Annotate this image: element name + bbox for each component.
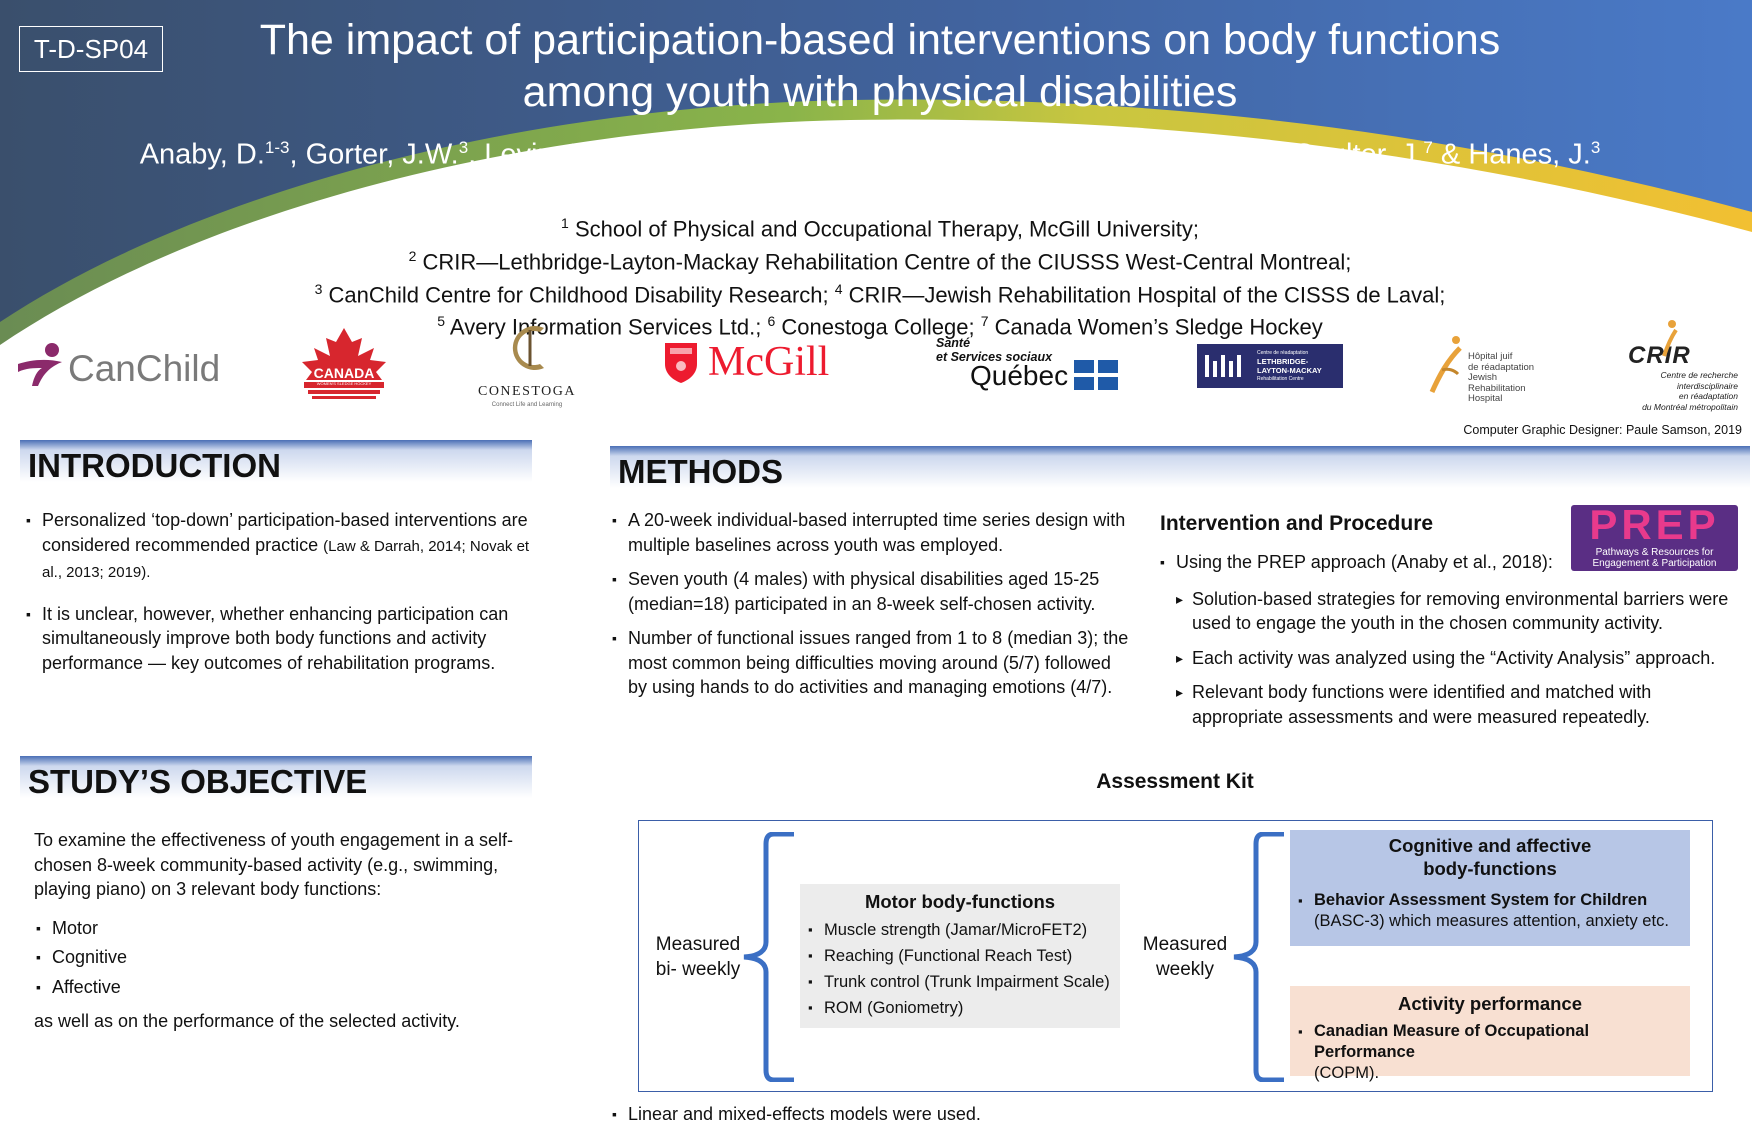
biweekly-label: Measured bi- weekly: [655, 934, 741, 980]
author-name: Avery, L.: [662, 138, 775, 171]
author-list: [100, 138, 1640, 172]
quebec-line-3: Québec: [970, 360, 1069, 391]
llm-bars-icon: [1203, 351, 1247, 381]
affiliation-text: Conestoga College;: [775, 314, 981, 340]
methods-final-bullet: ▪ Linear and mixed-effects models were used.: [612, 1102, 1212, 1127]
author-name: Levin, M.F.: [484, 138, 625, 171]
methods-body: [612, 508, 1132, 710]
author-affiliation-mark: 7: [1423, 138, 1433, 157]
quebec-line-2: et Services sociaux: [936, 350, 1053, 364]
canada-wordmark: CANADA: [313, 365, 375, 381]
crir-line: en réadaptation: [1678, 391, 1738, 401]
affiliation-text: CanChild Centre for Childhood Disability Research;: [322, 281, 835, 307]
affiliation-number: 6: [767, 313, 776, 330]
author-affiliation-mark: 3: [458, 138, 469, 157]
jewish-rehab-text: [1468, 352, 1534, 405]
intervention-body: [1160, 550, 1745, 739]
affiliation-text: Canada Women’s Sledge Hockey: [988, 314, 1323, 340]
llm-line-2: LETHBRIDGE-: [1257, 357, 1309, 366]
jewish-rehab-line: Hospital: [1468, 393, 1503, 404]
author-separator: ,: [468, 138, 485, 171]
affiliation-text: CRIR—Lethbridge-Layton-Mackay Rehabilitation Centre of the CIUSSS West-Central Montreal;: [416, 249, 1352, 275]
conestoga-logo: [462, 322, 592, 412]
author-name: Coulter, J.: [1292, 138, 1424, 171]
affiliation-number: 1: [561, 215, 569, 231]
conestoga-tagline: Connect Life and Learning: [491, 402, 563, 408]
crir-wordmark: CRIR: [1628, 342, 1691, 369]
motor-item: ▪ Reaching (Functional Reach Test): [808, 943, 1120, 969]
intro-bullet-1: ▪ Personalized ‘top-down’ participation-based interventions are considered recommended practice (Law & Darrah, 2014; Novak et al., 2013; 2019).: [26, 508, 536, 586]
canada-sledge-hockey-logo: [298, 328, 390, 406]
motor-item: ▪ Trunk control (Trunk Impairment Scale): [808, 969, 1120, 995]
crir-logo: [1620, 318, 1750, 414]
affiliation-number: 2: [408, 247, 417, 264]
canchild-wordmark: CanChild: [68, 348, 221, 389]
author-affiliation-mark: 3,6: [1253, 138, 1277, 157]
llm-line-3: LAYTON-MACKAY: [1257, 366, 1322, 375]
author-name: Cormier, I.: [971, 138, 1105, 171]
objective-body: [34, 828, 524, 1034]
author-affiliation-mark: 5: [774, 138, 784, 157]
affiliation-line: [180, 308, 1580, 341]
jewish-rehab-line: Jewish: [1468, 372, 1498, 383]
basc-item: ▪ Behavior Assessment System for Children (BASC-3) which measures attention, anxiety etc.: [1298, 890, 1690, 932]
author-name: Turner, L.: [1130, 138, 1254, 171]
quebec-line-1: Santé: [936, 336, 971, 350]
conestoga-c-icon: [504, 322, 554, 374]
affiliation-number: 4: [834, 280, 843, 297]
affiliation-list: [180, 210, 1580, 341]
cognitive-card: [1290, 830, 1690, 946]
author-affiliation-mark: 3: [945, 138, 956, 157]
objective-item: ▪ Motor: [36, 916, 524, 941]
llm-line-1: Centre de réadaptation: [1257, 350, 1309, 356]
affiliation-line: [180, 210, 1580, 243]
motor-card: [800, 884, 1120, 1028]
mcgill-crest-icon: [664, 342, 698, 384]
objective-intro: To examine the effectiveness of youth engagement in a self-chosen 8-week community-based activity (e.g., swimming, playing piano) on 3 relevant body functions:: [34, 830, 513, 899]
affiliation-number: 3: [314, 280, 323, 297]
objective-outro: as well as on the performance of the selected activity.: [34, 1011, 460, 1031]
author-name: Anaby, D.: [139, 138, 265, 171]
cognitive-title-2: body-functions: [1423, 858, 1557, 879]
quebec-flag-icon: [1074, 360, 1118, 390]
author-separator: ,: [1114, 138, 1131, 171]
author-name: Hanes, J.: [1468, 138, 1591, 171]
objective-list: [36, 916, 524, 1000]
title-line-2: among youth with physical disabilities: [522, 68, 1238, 116]
affiliation-line: [180, 276, 1580, 309]
methods-bullet: ▪ Number of functional issues ranged from 1 to 8 (median 3); the most common being difficulties moving around (5/7) followed by using hands to do activities and managing emotions (4/7).: [612, 626, 1132, 700]
copm-item: ▪ Canadian Measure of Occupational Performance (COPM).: [1298, 1021, 1690, 1084]
intervention-sub-bullet: ▸ Solution-based strategies for removing environmental barriers were used to engage the youth in the chosen community activity.: [1160, 587, 1745, 636]
crir-line: du Montréal métropolitain: [1642, 401, 1738, 412]
affiliation-number: 5: [437, 313, 446, 330]
author-affiliation-mark: 1,4: [624, 138, 649, 157]
affiliation-number: 7: [980, 313, 989, 330]
prep-wordmark: PREP: [1589, 501, 1720, 548]
author-separator: ,: [648, 138, 663, 171]
crir-line: Centre de recherche: [1660, 370, 1738, 380]
crir-text: [1620, 370, 1738, 412]
introduction-body: [26, 508, 536, 687]
author-name: Gorter, J.W.: [305, 138, 459, 171]
author-name: Teplicky, R.: [799, 138, 946, 171]
methods-bullet: ▪ A 20-week individual-based interrupted time series design with multiple baselines across youth was employed.: [612, 508, 1132, 557]
methods-bullet: ▪ Seven youth (4 males) with physical disabilities aged 15-25 (median=18) participated in an 8-week self-chosen activity.: [612, 567, 1132, 616]
motor-title: Motor body-functions: [864, 891, 1056, 912]
objective-heading: STUDY’S OBJECTIVE: [20, 756, 532, 808]
intervention-lead: ▪ Using the PREP approach (Anaby et al., 2018):: [1160, 550, 1745, 575]
jewish-rehab-line: de réadaptation: [1468, 361, 1535, 373]
author-affiliation-mark: 3: [1590, 138, 1601, 157]
author-separator: ,: [955, 138, 972, 171]
llm-line-4: Rehabilitation Centre: [1257, 376, 1304, 382]
assessment-kit-title: Assessment Kit: [1096, 770, 1254, 793]
lethbridge-layton-mackay-logo: [1197, 344, 1343, 388]
left-brace-icon: [738, 832, 798, 1082]
jewish-rehab-line: Rehabilitation: [1468, 382, 1526, 394]
conestoga-wordmark: CONESTOGA: [477, 384, 577, 399]
jewish-rehab-figure-icon: [1426, 334, 1470, 394]
methods-final: [612, 1102, 1212, 1127]
intro-citation: (Law & Darrah, 2014; Novak et al., 2013; 2019).: [42, 537, 530, 581]
author-separator: ,: [1276, 138, 1293, 171]
author-separator: ,: [783, 138, 800, 171]
designer-credit: Computer Graphic Designer: Paule Samson, 2019: [1463, 423, 1742, 437]
objective-item: ▪ Affective: [36, 975, 524, 1000]
prep-tagline-2: Engagement & Participation: [1592, 558, 1717, 569]
methods-heading: METHODS: [610, 446, 1750, 498]
motor-item: ▪ ROM (Goniometry): [808, 995, 1120, 1021]
intervention-heading: Intervention and Procedure: [1160, 512, 1434, 535]
right-brace-icon: [1228, 832, 1288, 1082]
jewish-rehab-line: Hôpital juif: [1468, 351, 1513, 362]
affiliation-text: Avery Information Services Ltd.;: [445, 314, 768, 340]
introduction-heading: INTRODUCTION: [20, 440, 532, 492]
affiliation-text: CRIR—Jewish Rehabilitation Hospital of the CISSS de Laval;: [842, 281, 1446, 307]
cognitive-title-1: Cognitive and affective: [1388, 835, 1592, 856]
mcgill-wordmark: McGill: [708, 339, 830, 385]
affiliation-text: School of Physical and Occupational Therapy, McGill University;: [568, 216, 1199, 242]
poster-code: T-D-SP04: [19, 26, 163, 72]
activity-card: [1290, 986, 1690, 1082]
poster-title: [160, 14, 1600, 118]
activity-title: Activity performance: [1397, 993, 1583, 1014]
title-line-1: The impact of participation-based interventions on body functions: [259, 16, 1501, 64]
affiliation-line: [180, 243, 1580, 276]
objective-item: ▪ Cognitive: [36, 945, 524, 970]
author-separator: &: [1432, 138, 1469, 171]
canchild-logo: [16, 340, 226, 400]
motor-item: ▪ Muscle strength (Jamar/MicroFET2): [808, 917, 1120, 943]
weekly-label: Measured weekly: [1142, 934, 1228, 980]
intervention-sub-bullet: ▸ Each activity was analyzed using the “Activity Analysis” approach.: [1160, 646, 1745, 671]
intervention-sub-bullet: ▸ Relevant body functions were identified and matched with appropriate assessments and were measured repeatedly.: [1160, 680, 1745, 729]
canchild-figure-icon: [16, 342, 68, 392]
canada-subtitle: WOMEN'S SLEDGE HOCKEY: [316, 381, 372, 386]
author-affiliation-mark: 2: [1104, 138, 1115, 157]
mcgill-logo: [664, 340, 864, 390]
prep-tagline-1: Pathways & Resources for: [1595, 547, 1714, 558]
intro-bullet-2: ▪ It is unclear, however, whether enhancing participation can simultaneously improve both body functions and activity performance — key outcomes of rehabilitation programs.: [26, 602, 536, 676]
jewish-rehab-logo: [1424, 332, 1554, 408]
author-separator: ,: [289, 138, 306, 171]
crir-line: interdisciplinaire: [1677, 380, 1738, 391]
crir-figure-icon: [1660, 318, 1680, 358]
quebec-health-logo: [934, 336, 1124, 396]
author-affiliation-mark: 1-3: [264, 138, 290, 157]
